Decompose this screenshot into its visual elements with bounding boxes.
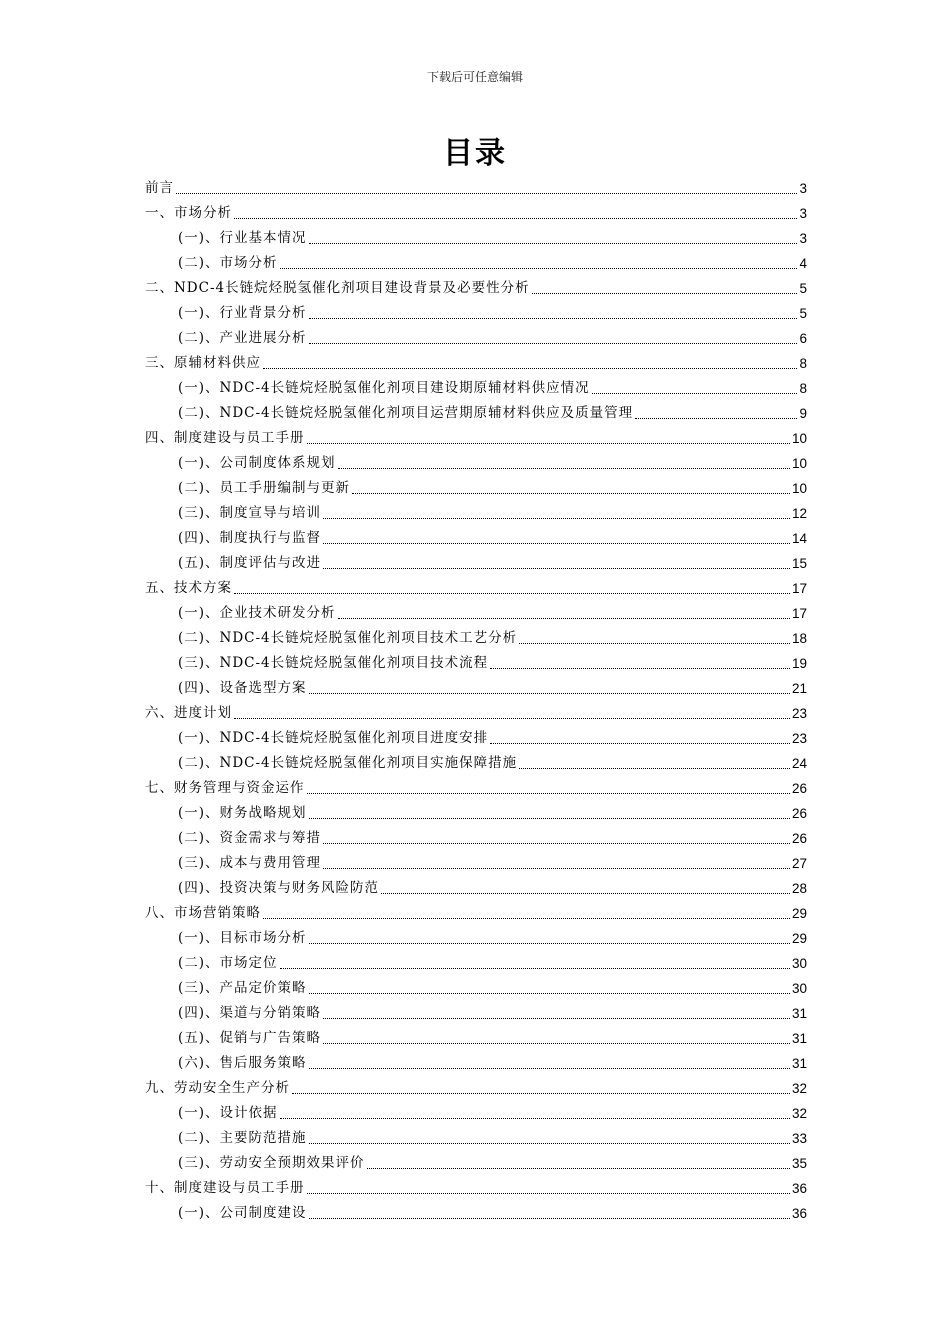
toc-entry[interactable] (145, 551, 807, 576)
toc-entry-page: 3 (799, 206, 807, 221)
toc-entry-label: (一)、公司制度建设 (178, 1205, 307, 1221)
toc-entry-page: 3 (799, 231, 807, 246)
toc-entry-label: (四)、渠道与分销策略 (178, 1005, 322, 1021)
toc-entry-page: 26 (791, 781, 807, 796)
toc-entry[interactable] (145, 201, 807, 226)
toc-leader-dots (263, 917, 790, 919)
toc-entry-label: (二)、市场定位 (178, 955, 278, 971)
toc-entry[interactable] (145, 351, 807, 376)
toc-entry-label: (一)、目标市场分析 (178, 930, 307, 946)
toc-leader-dots (323, 842, 790, 844)
toc-entry-page: 10 (791, 456, 807, 471)
page-title: 目录 (443, 136, 507, 171)
toc-leader-dots (323, 1042, 790, 1044)
toc-leader-dots (490, 667, 790, 669)
toc-entry[interactable] (145, 701, 807, 726)
toc-entry-label: (二)、NDC-4长链烷烃脱氢催化剂项目技术工艺分析 (178, 630, 518, 646)
toc-entry-label: 九、劳动安全生产分析 (145, 1080, 290, 1096)
table-of-contents (145, 176, 807, 1226)
toc-entry-page: 26 (791, 806, 807, 821)
toc-entry-label: (一)、设计依据 (178, 1105, 278, 1121)
toc-entry-page: 10 (791, 431, 807, 446)
toc-entry-page: 32 (791, 1081, 807, 1096)
toc-entry-page: 5 (799, 281, 807, 296)
toc-entry-label: 三、原辅材料供应 (145, 355, 261, 371)
toc-leader-dots (381, 892, 790, 894)
toc-leader-dots (338, 617, 790, 619)
toc-entry[interactable] (145, 1151, 807, 1176)
toc-entry-page: 18 (791, 631, 807, 646)
toc-entry[interactable] (145, 526, 807, 551)
toc-leader-dots (490, 742, 790, 744)
toc-leader-dots (309, 342, 798, 344)
toc-entry[interactable] (145, 176, 807, 201)
toc-entry[interactable] (145, 651, 807, 676)
toc-entry[interactable] (145, 1201, 807, 1226)
toc-leader-dots (635, 417, 797, 419)
toc-entry[interactable] (145, 426, 807, 451)
toc-entry[interactable] (145, 976, 807, 1001)
toc-entry-page: 31 (791, 1056, 807, 1071)
toc-entry-label: (一)、财务战略规划 (178, 805, 307, 821)
toc-entry-label: 七、财务管理与资金运作 (145, 780, 305, 796)
toc-leader-dots (309, 1142, 790, 1144)
toc-entry-page: 36 (791, 1206, 807, 1221)
toc-entry-page: 6 (799, 331, 807, 346)
toc-entry-page: 24 (791, 756, 807, 771)
toc-entry[interactable] (145, 851, 807, 876)
toc-leader-dots (323, 542, 790, 544)
toc-entry-page: 12 (791, 506, 807, 521)
toc-leader-dots (234, 717, 790, 719)
toc-leader-dots (309, 992, 790, 994)
toc-entry-page: 17 (791, 606, 807, 621)
toc-leader-dots (323, 867, 790, 869)
toc-entry[interactable] (145, 226, 807, 251)
toc-leader-dots (280, 267, 798, 269)
toc-entry-page: 8 (799, 356, 807, 371)
toc-leader-dots (519, 642, 790, 644)
toc-entry-page: 5 (799, 306, 807, 321)
toc-entry[interactable] (145, 1026, 807, 1051)
toc-entry-page: 30 (791, 956, 807, 971)
toc-leader-dots (309, 242, 798, 244)
toc-leader-dots (519, 767, 790, 769)
toc-entry-label: (四)、设备选型方案 (178, 680, 307, 696)
toc-entry-label: 十、制度建设与员工手册 (145, 1180, 305, 1196)
toc-entry[interactable] (145, 676, 807, 701)
toc-entry-label: (六)、售后服务策略 (178, 1055, 307, 1071)
toc-entry-label: (一)、公司制度体系规划 (178, 455, 336, 471)
toc-entry-page: 30 (791, 981, 807, 996)
toc-entry-page: 23 (791, 731, 807, 746)
toc-leader-dots (309, 317, 798, 319)
toc-entry[interactable] (145, 576, 807, 601)
toc-entry-label: (四)、制度执行与监督 (178, 530, 322, 546)
toc-entry-page: 26 (791, 831, 807, 846)
toc-entry-label: 一、市场分析 (145, 205, 232, 221)
toc-entry-page: 29 (791, 931, 807, 946)
toc-entry-page: 32 (791, 1106, 807, 1121)
toc-entry-page: 10 (791, 481, 807, 496)
toc-entry[interactable] (145, 501, 807, 526)
toc-entry-page: 3 (799, 181, 807, 196)
toc-entry[interactable] (145, 1176, 807, 1201)
toc-leader-dots (280, 967, 790, 969)
toc-leader-dots (323, 517, 790, 519)
toc-entry[interactable] (145, 876, 807, 901)
toc-leader-dots (292, 1092, 790, 1094)
toc-entry-page: 4 (799, 256, 807, 271)
toc-entry-label: 前言 (145, 180, 174, 196)
toc-entry[interactable] (145, 451, 807, 476)
toc-entry-page: 14 (791, 531, 807, 546)
toc-leader-dots (263, 367, 797, 369)
toc-leader-dots (323, 1017, 790, 1019)
toc-leader-dots (367, 1167, 790, 1169)
toc-entry[interactable] (145, 626, 807, 651)
toc-entry-label: (二)、员工手册编制与更新 (178, 480, 351, 496)
toc-entry-label: (二)、产业进展分析 (178, 330, 307, 346)
toc-leader-dots (307, 442, 790, 444)
toc-leader-dots (307, 792, 790, 794)
toc-entry-page: 27 (791, 856, 807, 871)
toc-entry[interactable] (145, 926, 807, 951)
toc-entry-label: (二)、市场分析 (178, 255, 278, 271)
toc-entry[interactable] (145, 401, 807, 426)
toc-entry[interactable] (145, 801, 807, 826)
toc-entry[interactable] (145, 776, 807, 801)
toc-entry[interactable] (145, 1076, 807, 1101)
toc-entry-label: (五)、促销与广告策略 (178, 1030, 322, 1046)
toc-entry-page: 17 (791, 581, 807, 596)
toc-entry-label: (一)、企业技术研发分析 (178, 605, 336, 621)
toc-entry-page: 15 (791, 556, 807, 571)
toc-entry[interactable] (145, 276, 807, 301)
toc-entry-label: (二)、NDC-4长链烷烃脱氢催化剂项目实施保障措施 (178, 755, 518, 771)
toc-entry[interactable] (145, 251, 807, 276)
toc-entry-page: 23 (791, 706, 807, 721)
toc-entry[interactable] (145, 951, 807, 976)
toc-entry-label: (三)、成本与费用管理 (178, 855, 322, 871)
toc-entry-page: 8 (799, 381, 807, 396)
toc-entry-label: (三)、劳动安全预期效果评价 (178, 1155, 365, 1171)
toc-leader-dots (592, 392, 798, 394)
toc-entry[interactable] (145, 376, 807, 401)
toc-entry-page: 36 (791, 1181, 807, 1196)
toc-entry-label: (一)、行业基本情况 (178, 230, 307, 246)
toc-leader-dots (309, 692, 790, 694)
toc-leader-dots (176, 192, 797, 194)
toc-entry-label: (二)、NDC-4长链烷烃脱氢催化剂项目运营期原辅材料供应及质量管理 (178, 405, 634, 421)
toc-leader-dots (234, 592, 790, 594)
toc-entry-label: 六、进度计划 (145, 705, 232, 721)
toc-entry-page: 29 (791, 906, 807, 921)
toc-entry-label: 二、NDC-4长链烷烃脱氢催化剂项目建设背景及必要性分析 (145, 280, 530, 296)
toc-entry-label: 八、市场营销策略 (145, 905, 261, 921)
toc-entry-label: (二)、主要防范措施 (178, 1130, 307, 1146)
toc-entry[interactable] (145, 601, 807, 626)
toc-entry-label: (三)、产品定价策略 (178, 980, 307, 996)
toc-leader-dots (307, 1192, 790, 1194)
toc-entry-page: 33 (791, 1131, 807, 1146)
toc-entry[interactable] (145, 826, 807, 851)
toc-leader-dots (309, 942, 790, 944)
toc-leader-dots (309, 1067, 790, 1069)
toc-entry[interactable] (145, 326, 807, 351)
toc-entry-page: 21 (791, 681, 807, 696)
toc-entry-label: (一)、NDC-4长链烷烃脱氢催化剂项目进度安排 (178, 730, 489, 746)
header-note: 下载后可任意编辑 (426, 70, 523, 84)
toc-entry-page: 9 (799, 406, 807, 421)
toc-entry[interactable] (145, 1051, 807, 1076)
toc-entry[interactable] (145, 476, 807, 501)
toc-leader-dots (323, 567, 790, 569)
toc-entry-label: (三)、制度宣导与培训 (178, 505, 322, 521)
toc-entry[interactable] (145, 1126, 807, 1151)
toc-entry-label: (四)、投资决策与财务风险防范 (178, 880, 380, 896)
toc-entry-label: (二)、资金需求与筹措 (178, 830, 322, 846)
toc-entry-label: (一)、NDC-4长链烷烃脱氢催化剂项目建设期原辅材料供应情况 (178, 380, 590, 396)
toc-entry-label: 五、技术方案 (145, 580, 232, 596)
toc-entry-page: 31 (791, 1031, 807, 1046)
toc-entry-page: 28 (791, 881, 807, 896)
toc-entry[interactable] (145, 901, 807, 926)
toc-entry-label: (一)、行业背景分析 (178, 305, 307, 321)
toc-entry[interactable] (145, 1001, 807, 1026)
toc-leader-dots (338, 467, 790, 469)
toc-entry[interactable] (145, 751, 807, 776)
toc-entry-label: (五)、制度评估与改进 (178, 555, 322, 571)
toc-leader-dots (532, 292, 798, 294)
toc-leader-dots (352, 492, 790, 494)
toc-entry[interactable] (145, 1101, 807, 1126)
toc-entry[interactable] (145, 726, 807, 751)
toc-entry-label: (三)、NDC-4长链烷烃脱氢催化剂项目技术流程 (178, 655, 489, 671)
toc-entry[interactable] (145, 301, 807, 326)
toc-entry-page: 19 (791, 656, 807, 671)
toc-leader-dots (309, 1217, 790, 1219)
toc-leader-dots (280, 1117, 790, 1119)
toc-entry-label: 四、制度建设与员工手册 (145, 430, 305, 446)
toc-leader-dots (309, 817, 790, 819)
toc-leader-dots (234, 217, 797, 219)
toc-entry-page: 31 (791, 1006, 807, 1021)
toc-entry-page: 35 (791, 1156, 807, 1171)
